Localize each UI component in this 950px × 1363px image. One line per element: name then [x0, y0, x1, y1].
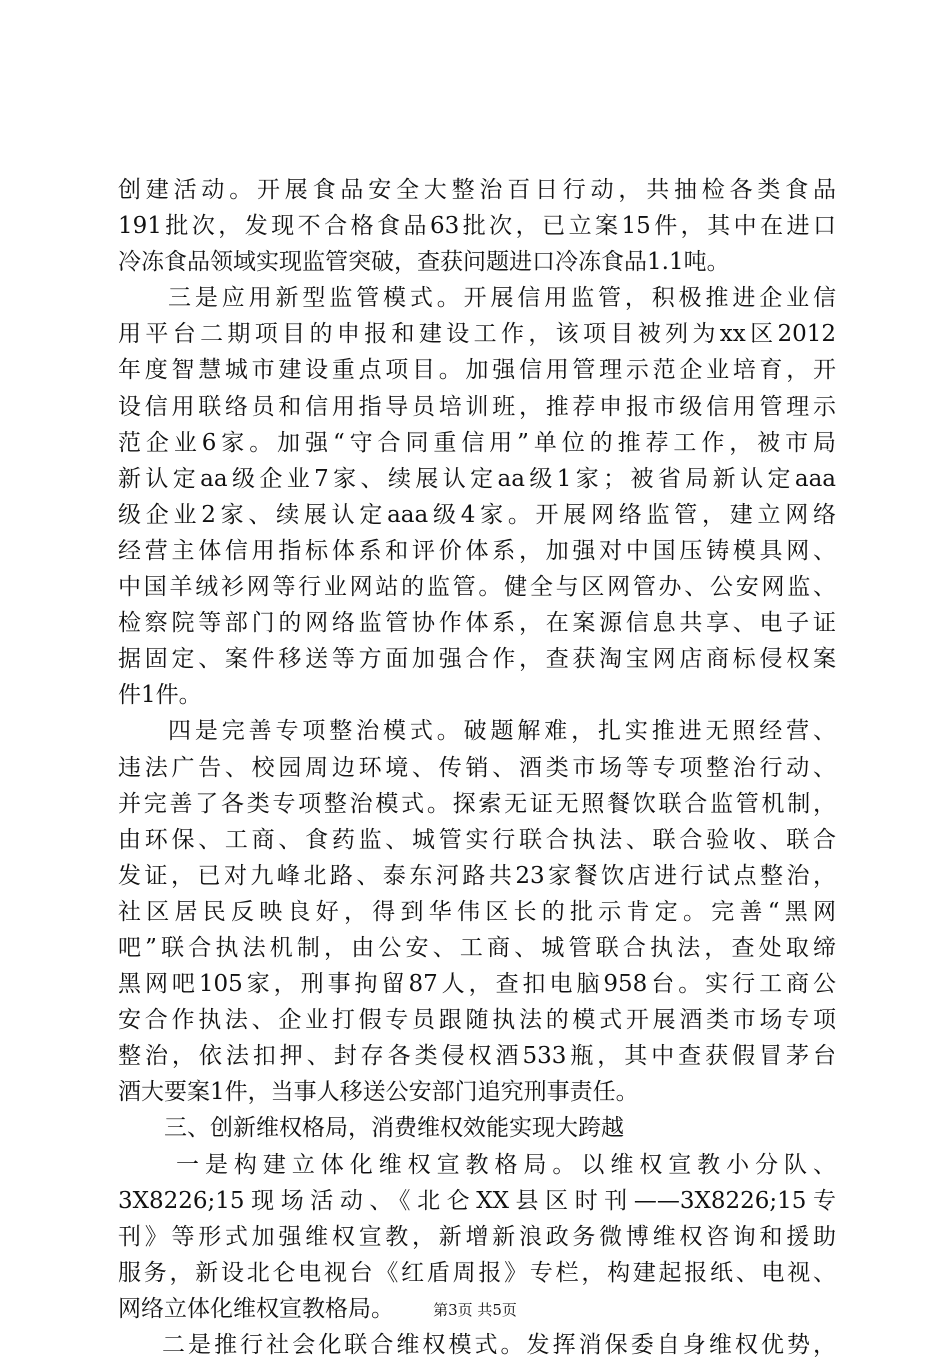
text-line: 安合作执法、企业打假专员跟随执法的模式开展酒类市场专项 [118, 1007, 836, 1034]
text-line: 由环保、工商、食药监、城管实行联合执法、联合验收、联合 [118, 826, 836, 853]
text-line: 3X8226;15现场活动、《北仑XX县区时刊——3X8226;15专 [118, 1187, 836, 1214]
text-line: 年度智慧城市建设重点项目。加强信用管理示范企业培育，开 [118, 357, 836, 384]
text-line: 一是构建立体化维权宣教格局。以维权宣教小分队、 [176, 1151, 836, 1178]
text-line: 服务，新设北仑电视台《红盾周报》专栏，构建起报纸、电视、 [118, 1259, 836, 1286]
text-line: 发证，已对九峰北路、泰东河路共23家餐饮店进行试点整治， [118, 862, 836, 889]
section-heading: 三、创新维权格局，消费维权效能实现大跨越 [164, 1115, 624, 1142]
text-line: 刊》等形式加强维权宣教，新增新浪政务微博维权咨询和援助 [118, 1223, 836, 1250]
page-footer: 第3页 共5页 [433, 1301, 517, 1319]
text-line: 三是应用新型监管模式。开展信用监管，积极推进企业信 [168, 285, 836, 312]
text-line: 中国羊绒衫网等行业网站的监管。健全与区网管办、公安网监、 [118, 574, 836, 601]
text-line: 设信用联络员和信用指导员培训班，推荐申报市级信用管理示 [118, 393, 836, 420]
text-line: 创建活动。开展食品安全大整治百日行动，共抽检各类食品 [118, 177, 836, 203]
text-line: 级企业2家、续展认定aaa级4家。开展网络监管，建立网络 [118, 501, 836, 528]
text-line: 网络立体化维权宣教格局。 [118, 1295, 394, 1322]
text-line: 新认定aa级企业7家、续展认定aa级1家；被省局新认定aaa [118, 465, 836, 492]
text-line: 整治，依法扣押、封存各类侵权酒533瓶，其中查获假冒茅台 [118, 1043, 836, 1070]
text-line: 酒大要案1件，当事人移送公安部门追究刑事责任。 [118, 1079, 639, 1106]
text-line: 吧”联合执法机制，由公安、工商、城管联合执法，查处取缔 [118, 934, 836, 961]
text-line: 经营主体信用指标体系和评价体系，加强对中国压铸模具网、 [118, 537, 836, 564]
text-line: 范企业6家。加强“守合同重信用”单位的推荐工作，被市局 [118, 429, 836, 456]
text-line: 四是完善专项整治模式。破题解难，扎实推进无照经营、 [168, 718, 836, 745]
text-line: 黑网吧105家，刑事拘留87人，查扣电脑958台。实行工商公 [118, 971, 836, 998]
text-line: 违法广告、校园周边环境、传销、酒类市场等专项整治行动、 [118, 754, 836, 781]
text-line: 件1件。 [118, 682, 202, 709]
document-body [118, 172, 836, 1363]
text-line: 冷冻食品领域实现监管突破，查获问题进口冷冻食品1.1吨。 [118, 249, 730, 276]
text-line: 检察院等部门的网络监管协作体系，在案源信息共享、电子证 [118, 610, 836, 637]
text-line: 并完善了各类专项整治模式。探索无证无照餐饮联合监管机制， [118, 790, 836, 817]
text-line: 社区居民反映良好，得到华伟区长的批示肯定。完善“黑网 [118, 898, 836, 925]
text-line: 用平台二期项目的申报和建设工作，该项目被列为xx区2012 [118, 321, 836, 348]
text-line: 据固定、案件移送等方面加强合作，查获淘宝网店商标侵权案 [118, 646, 836, 673]
text-line: 191批次，发现不合格食品63批次，已立案15件，其中在进口 [118, 213, 836, 240]
text-line: 二是推行社会化联合维权模式。发挥消保委自身维权优势， [162, 1332, 836, 1358]
